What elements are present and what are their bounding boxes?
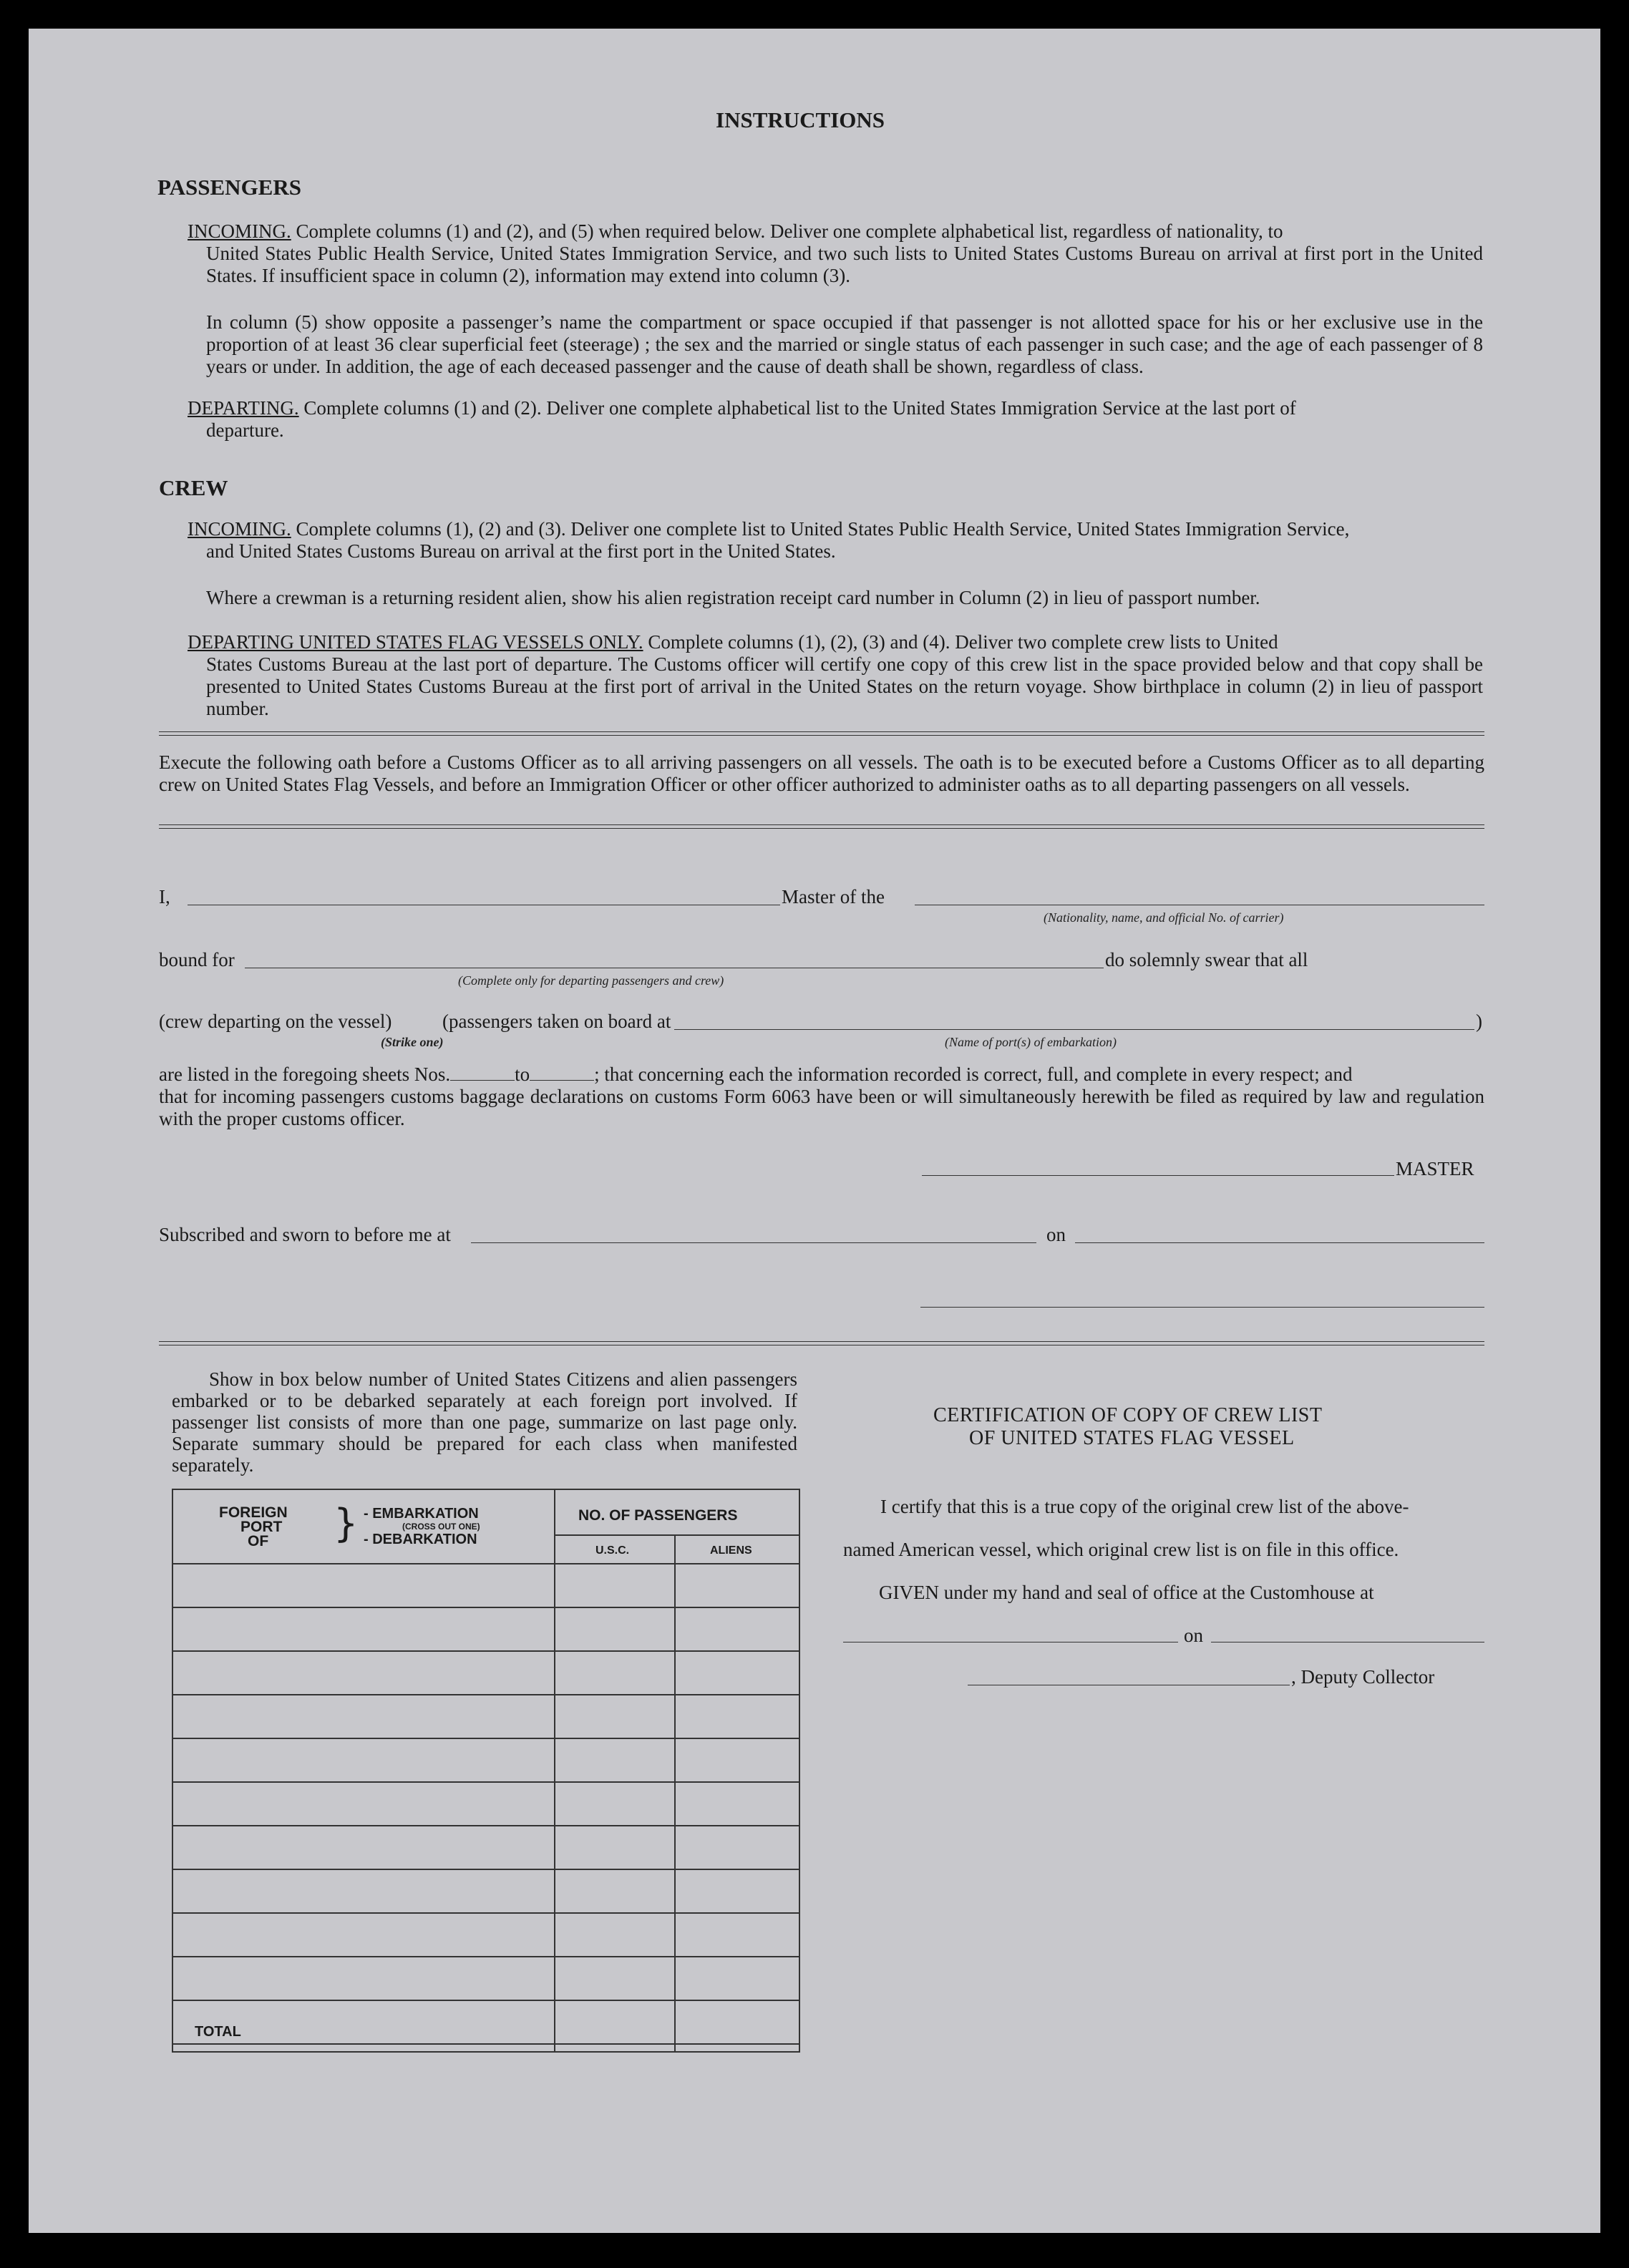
listed-text-a: are listed in the foregoing sheets Nos.: [159, 1064, 451, 1085]
oath-i-label: I,: [159, 886, 170, 907]
certification-on-label: on: [1184, 1625, 1203, 1646]
table-row-divider: [172, 1912, 800, 1914]
crew-incoming-text: Complete columns (1), (2) and (3). Deliver one complete list to United States Public Health Service, United States Immigration Service,: [296, 518, 1350, 540]
col-of: OF: [248, 1533, 269, 1549]
table-row-divider: [172, 1956, 800, 1957]
swear-label: do solemnly swear that all: [1105, 949, 1308, 970]
sheet-to-blank[interactable]: [530, 1064, 594, 1081]
table-row-divider: [172, 1650, 800, 1652]
bound-for-label: bound for: [159, 949, 235, 970]
passengers-incoming-line: [188, 220, 1283, 243]
passengers-heading: PASSENGERS: [157, 175, 301, 200]
crew-incoming-line: [188, 518, 1349, 540]
crew-departing-cont: States Customs Bureau at the last port of departure. The Customs officer will certify one copy of this crew list in the space provided below and that copy shall be presented to United States Customs Bureau at the first port of arrival in the United States on the return voyage. Show birthplace in column (2) in lieu of passport number.: [206, 653, 1483, 719]
crew-incoming-label: INCOMING.: [188, 518, 291, 540]
officer-signature-line[interactable]: [920, 1307, 1484, 1308]
col-aliens: ALIENS: [710, 1544, 752, 1557]
form-sheet: [29, 29, 1600, 2233]
passengers-departing-text: Complete columns (1) and (2). Deliver one complete alphabetical list to the United States Immigration Service at the last port of: [303, 397, 1296, 419]
crew-incoming-cont: and United States Customs Bureau on arrival at the first port in the United States.: [206, 540, 836, 562]
page-title: INSTRUCTIONS: [716, 107, 885, 132]
crew-resident-text: Where a crewman is a returning resident alien, show his alien registration receipt card number in Column (2) in lieu of passport number.: [206, 587, 1260, 608]
col-port: PORT: [240, 1519, 283, 1535]
table-row-divider: [172, 1781, 800, 1783]
sheet-from-blank[interactable]: [450, 1064, 515, 1081]
col-cross-out: (CROSS OUT ONE): [402, 1522, 480, 1532]
summary-instructions: Show in box below number of United States Citizens and alien passengers embarked or to be debarked separately at each foreign port involved. If passenger list consists of more than one page, summarize on last page only. Separate summary should be prepared for each class when manifested separately.: [172, 1368, 797, 1476]
passenger-summary-table: [172, 1489, 800, 2053]
passengers-incoming-text: Complete columns (1) and (2), and (5) when required below. Deliver one complete alphabetical list, regardless of nationality, to: [296, 220, 1283, 242]
complete-caption: (Complete only for departing passengers and crew): [458, 973, 724, 988]
crew-heading: CREW: [159, 475, 228, 500]
table-row-divider: [172, 2000, 800, 2001]
col-embarkation: - EMBARKATION: [364, 1506, 479, 1522]
passengers-taken-option[interactable]: (passengers taken on board at: [442, 1011, 671, 1032]
subscribed-label: Subscribed and sworn to before me at: [159, 1224, 451, 1245]
brace-icon: }: [334, 1501, 359, 1546]
certification-line-2: named American vessel, which original crew list is on file in this office.: [843, 1539, 1399, 1560]
certification-title-2: OF UNITED STATES FLAG VESSEL: [969, 1427, 1295, 1449]
strike-caption: (Strike one): [381, 1035, 444, 1049]
listed-to-label: to: [515, 1064, 530, 1085]
col-foreign: FOREIGN: [219, 1504, 288, 1521]
passengers-incoming-label: INCOMING.: [188, 220, 291, 242]
master-of-label: Master of the: [782, 886, 885, 907]
table-row-divider: [172, 1869, 800, 1870]
crew-departing-text: Complete columns (1), (2), (3) and (4). Deliver two complete crew lists to United: [648, 631, 1278, 653]
certification-line-3: GIVEN under my hand and seal of office at the Customhouse at: [879, 1582, 1374, 1603]
table-row-divider: [172, 2043, 800, 2045]
passengers-departing-line: [188, 397, 1296, 419]
table-row-divider: [172, 1694, 800, 1695]
passengers-departing-label: DEPARTING.: [188, 397, 299, 419]
table-row-divider: [172, 1738, 800, 1739]
passengers-incoming-cont: United States Public Health Service, United States Immigration Service, and two such lists to United States Customs Bureau on arrival at first port in the United States. If insufficient space in column (2), information may extend into column (3).: [206, 243, 1483, 286]
col-debarkation: - DEBARKATION: [364, 1532, 477, 1547]
oath-intro: Execute the following oath before a Customs Officer as to all arriving passengers on all vessels. The oath is to be executed before a Customs Officer as to all departing crew on United States Flag Vessels, and before an Immigration Officer or other officer authorized to administer oaths as to all departing passengers on all vessels.: [159, 751, 1484, 795]
close-paren: ): [1476, 1011, 1482, 1032]
deputy-collector-label: , Deputy Collector: [1291, 1666, 1435, 1688]
listed-cont: that for incoming passengers customs baggage declarations on customs Form 6063 have been or will simultaneously herewith be filed as required by law and regulation with the proper customs officer.: [159, 1086, 1484, 1129]
subscribed-place-line[interactable]: [471, 1242, 1036, 1243]
col-usc: U.S.C.: [595, 1544, 630, 1557]
col-no-passengers: NO. OF PASSENGERS: [578, 1507, 738, 1524]
listed-text-b: ; that concerning each the information recorded is correct, full, and complete in every respect; and: [594, 1064, 1353, 1085]
master-signature-line[interactable]: [922, 1175, 1394, 1176]
subscribed-on-label: on: [1046, 1224, 1066, 1245]
crew-departing-line: [188, 631, 1278, 653]
total-label: TOTAL: [195, 2024, 241, 2040]
subscribed-date-line[interactable]: [1075, 1242, 1484, 1243]
divider-double: [159, 731, 1484, 736]
carrier-caption: (Nationality, name, and official No. of carrier): [1044, 910, 1284, 925]
crew-departing-option[interactable]: (crew departing on the vessel): [159, 1011, 392, 1032]
certification-title-1: CERTIFICATION OF COPY OF CREW LIST: [933, 1404, 1323, 1426]
table-row-divider: [172, 1825, 800, 1826]
embarkation-ports-line[interactable]: [674, 1029, 1474, 1030]
ports-caption: (Name of port(s) of embarkation): [945, 1035, 1117, 1049]
crew-departing-label: DEPARTING UNITED STATES FLAG VESSELS ONLY.: [188, 631, 643, 653]
certification-line-1: I certify that this is a true copy of the original crew list of the above-: [880, 1496, 1409, 1517]
divider-double: [159, 1341, 1484, 1345]
divider-double: [159, 824, 1484, 829]
passengers-departing-cont: departure.: [206, 419, 284, 441]
listed-line: [159, 1064, 1352, 1086]
passengers-column5-text: In column (5) show opposite a passenger’s name the compartment or space occupied if that passenger is not allotted space for his or her exclusive use in the proportion of at least 36 clear superficial feet (steerage) ; the sex and the married or single status of each passenger in such case; and the age of each passenger of 8 years or under. In addition, the age of each deceased passenger and the cause of death shall be shown, regardless of class.: [206, 311, 1483, 377]
table-row-divider: [172, 1607, 800, 1608]
master-label: MASTER: [1396, 1158, 1474, 1179]
